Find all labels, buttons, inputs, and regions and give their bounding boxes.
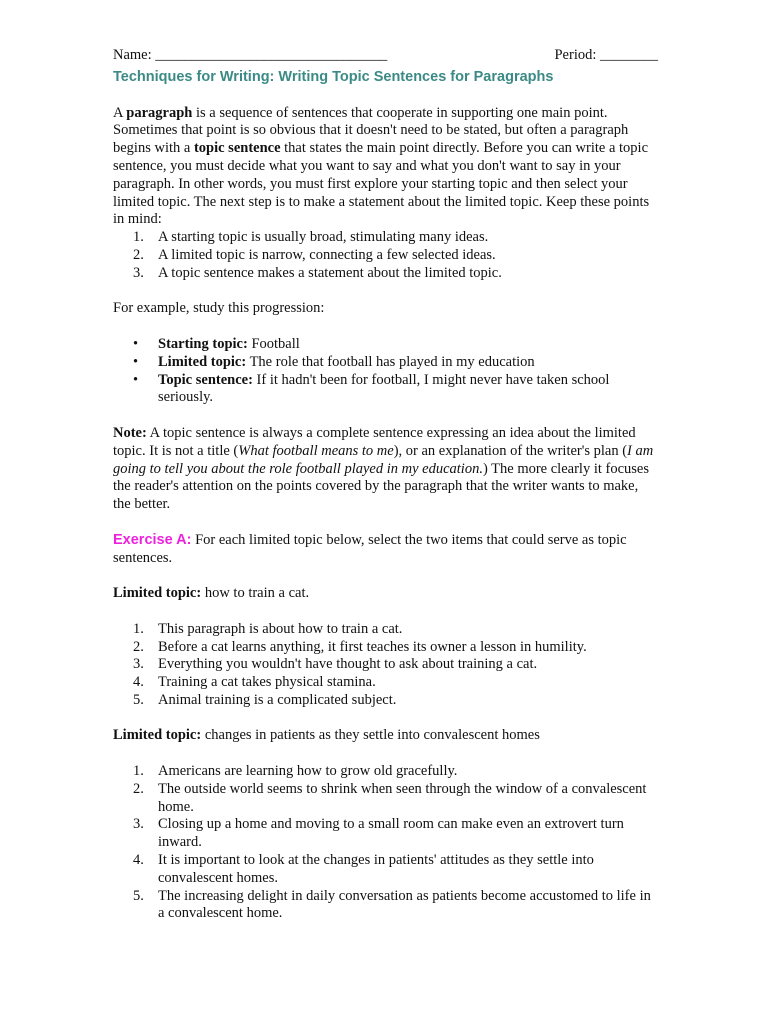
exercise-instructions: Exercise A: For each limited topic below, select the two items that could serve as topic sentences. [113, 531, 627, 566]
list-item: 3. A topic sentence makes a statement about the limited topic. [133, 264, 502, 281]
list-item: • Limited topic: The role that football has played in my education [133, 353, 535, 370]
list-item: 3. Everything you wouldn't have thought to ask about training a cat. [133, 656, 538, 673]
intro-paragraph: A paragraph is a sequence of sentences that cooperate in supporting one main point. Sometimes that point is so obvious that it doesn't need to be stated, but often a paragraph begins with a topic sentence that states the main point directly. Before you can write a topic sentence, you must decide what you want to say and what you don't want to say in your paragraph. In other words, you must first explore your starting topic and then select your limited topic. The next step is to make a statement about the limited topic. Keep these points in mind: [113, 104, 650, 228]
limited-topic-heading: Limited topic: changes in patients as they settle into convalescent homes [113, 727, 540, 744]
bullet-icon: • [133, 353, 139, 370]
list-item: 1. Americans are learning how to grow old gracefully. [133, 763, 458, 780]
header-row [113, 47, 658, 65]
list-item: 2. The outside world seems to shrink when seen through the window of a convalescent home. [133, 780, 647, 815]
options-list [113, 621, 658, 710]
paragraph-term: paragraph [126, 104, 193, 121]
list-item: 4. Training a cat takes physical stamina. [133, 674, 376, 691]
options-list [113, 763, 658, 923]
key-points-list [113, 229, 658, 282]
list-item: • Starting topic: Football [133, 335, 300, 352]
list-item: 1. This paragraph is about how to train a cat. [133, 620, 403, 637]
progression-list [113, 336, 658, 407]
list-item: • Topic sentence: If it hadn't been for football, I might never have taken school seriously. [133, 371, 610, 406]
list-item: 1. A starting topic is usually broad, stimulating many ideas. [133, 229, 489, 246]
example-intro: For example, study this progression: [113, 300, 325, 317]
limited-topic-heading: Limited topic: how to train a cat. [113, 585, 310, 602]
list-item: 3. Closing up a home and moving to a small room can make even an extrovert turn inward. [133, 816, 624, 851]
list-item: 5. Animal training is a complicated subject. [133, 691, 397, 708]
topic-sentence-term: topic sentence [193, 140, 281, 157]
list-item: 4. It is important to look at the changes in patients' attitudes as they settle into convalescent homes. [133, 852, 594, 886]
list-item: 2. Before a cat learns anything, it first teaches its owner a lesson in humility. [133, 638, 587, 655]
exercise-label: Exercise A: [113, 531, 192, 548]
worksheet-title: Techniques for Writing: Writing Topic Sentences for Paragraphs [113, 69, 554, 85]
name-field-label: Name: ________________________________ [113, 47, 388, 63]
document-body [113, 47, 658, 923]
period-field-label: Period: ________ [554, 47, 658, 63]
note-paragraph: Note: A topic sentence is always a complete sentence expressing an idea about the limited topic. It is not a title (What football means to me), or an explanation of the writer's plan (I am going to tell you about the role football played in my education.) The more clearly it focuses the reader's attention on the points covered by the paragraph that the writer wants to make, the better. [113, 424, 654, 513]
bullet-icon: • [133, 335, 139, 352]
bullet-icon: • [133, 371, 139, 388]
list-item: 2. A limited topic is narrow, connecting a few selected ideas. [133, 246, 496, 263]
list-item: 5. The increasing delight in daily conversation as patients become accustomed to life in a convalescent home. [133, 887, 651, 922]
